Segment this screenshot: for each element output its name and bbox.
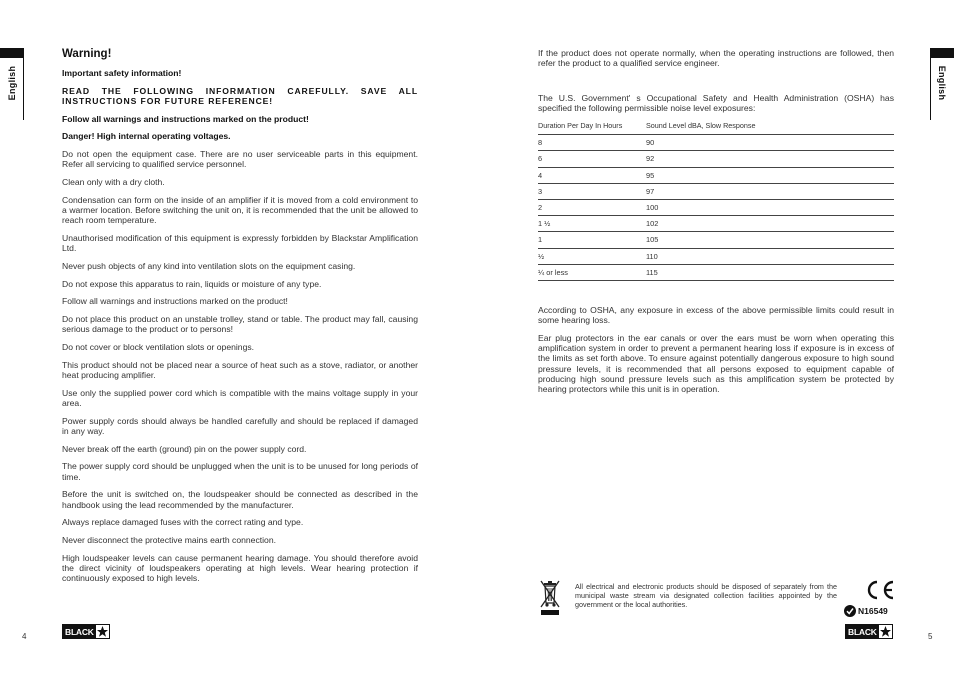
table-cell: 105 (646, 232, 894, 248)
blackstar-logo-left (62, 624, 110, 639)
paragraph: High loudspeaker levels can cause permanent hearing damage. You should therefore avoid the direct vicinity of loudspeakers operating at high levels. Wear hearing protection if continuously exposed to high levels. (62, 552, 418, 584)
blackstar-logo-right (845, 624, 893, 639)
star-icon (879, 625, 892, 638)
table-cell: 97 (646, 183, 894, 199)
certification-number: N16549 (858, 606, 888, 616)
tab-bar (0, 48, 24, 58)
paragraph: The power supply cord should be unplugged when the unit is to be unused for long periods of time. (62, 461, 418, 482)
table-row (538, 199, 894, 215)
table-cell: ½ (538, 248, 646, 264)
table-row (538, 264, 894, 280)
tab-bar (930, 48, 954, 58)
column-header: Duration Per Day In Hours (538, 121, 646, 135)
paragraph: Danger! High internal operating voltages. (62, 131, 231, 142)
table-row (538, 248, 894, 264)
paragraph: READ THE FOLLOWING INFORMATION CAREFULLY. SAVE ALL INSTRUCTIONS FOR FUTURE REFERENCE! (62, 85, 418, 106)
table-cell: 1 ½ (538, 216, 646, 232)
table-cell: 6 (538, 151, 646, 167)
table-cell: 3 (538, 183, 646, 199)
language-label: English (7, 65, 17, 101)
paragraph: The U.S. Government' s Occupational Safety and Health Administration (OSHA) has specified the following permissible noise level exposures: (538, 92, 894, 113)
c-tick-certification (844, 605, 888, 617)
logo-wordmark: BLACK (65, 626, 94, 637)
table-cell: 92 (646, 151, 894, 167)
page-number-left: 4 (22, 632, 27, 641)
weee-crossed-bin-icon (538, 578, 562, 616)
column-header: Sound Level dBA, Slow Response (646, 121, 894, 135)
paragraph: Follow all warnings and instructions marked on the product! (62, 296, 288, 307)
table-row (538, 183, 894, 199)
right-page-content (538, 48, 894, 402)
table-row (538, 151, 894, 167)
paragraph: Before the unit is switched on, the loudspeaker should be connected as described in the handbook using the lead recommended by the manufacturer. (62, 489, 418, 510)
weee-disposal-notice: All electrical and electronic products should be disposed of separately from the municipal waste stream via designated collection facilities appointed by the government or the local authorities. (575, 582, 837, 609)
paragraph: According to OSHA, any exposure in excess of the above permissible limits could result in some hearing loss. (538, 304, 894, 326)
tab-rule (930, 58, 931, 120)
table-row (538, 232, 894, 248)
paragraph: Use only the supplied power cord which is compatible with the mains voltage supply in your area. (62, 387, 418, 408)
table-header-row (538, 121, 894, 135)
paragraph: If the product does not operate normally, when the operating instructions are followed, then refer the product to a qualified service engineer. (538, 48, 894, 69)
paragraph: Follow all warnings and instructions marked on the product! (62, 113, 309, 124)
paragraph: Do not cover or block ventilation slots or openings. (62, 342, 255, 353)
paragraph: Always replace damaged fuses with the correct rating and type. (62, 517, 304, 528)
paragraph: Important safety information! (62, 68, 182, 78)
table-cell: 100 (646, 199, 894, 215)
table-cell: 4 (538, 167, 646, 183)
language-label: English (937, 65, 947, 101)
paragraph: Power supply cords should always be handled carefully and should be replaced if damaged in any way. (62, 415, 418, 436)
paragraph: Do not open the equipment case. There are no user serviceable parts in this equipment. Refer all servicing to qualified service personnel. (62, 149, 418, 170)
paragraph: Clean only with a dry cloth. (62, 177, 165, 188)
language-tab-left (0, 48, 24, 120)
table-cell: 110 (646, 248, 894, 264)
ce-mark-icon (865, 580, 895, 600)
paragraph: Never push objects of any kind into ventilation slots on the equipment casing. (62, 260, 356, 271)
logo-wordmark: BLACK (848, 626, 877, 637)
language-tab-right (930, 48, 954, 120)
paragraph: Do not expose this apparatus to rain, liquids or moisture of any type. (62, 278, 322, 289)
table-cell: 90 (646, 135, 894, 151)
paragraph: Do not place this product on an unstable trolley, stand or table. The product may fall, causing serious damage to the product or to persons! (62, 314, 418, 335)
table-cell: 1 (538, 232, 646, 248)
paragraph: Ear plug protectors in the ear canals or over the ears must be worn when operating this amplification system in order to prevent a permanent hearing loss if exposure is in excess of the limits as set forth above. To ensure against potentially dangerous exposure to high sound pressure levels, it is recommended that all persons exposed to equipment capable of producing high sound pressure levels such as this amplification system be protected by hearing protectors while this unit is in operation. (538, 332, 894, 395)
paragraph: Never break off the earth (ground) pin on the power supply cord. (62, 443, 307, 454)
page-title: Warning! (62, 48, 112, 60)
tab-rule (23, 58, 24, 120)
table-cell: 115 (646, 264, 894, 280)
star-icon (96, 625, 109, 638)
paragraph: This product should not be placed near a source of heat such as a stove, radiator, or another heat producing amplifier. (62, 359, 418, 381)
table-row (538, 135, 894, 151)
table-row (538, 167, 894, 183)
table-cell: 2 (538, 199, 646, 215)
paragraph: Condensation can form on the inside of an amplifier if it is moved from a cold environment to a warmer location. Before switching the unit on, it is recommended that the unit be allowed to reach room temperature. (62, 194, 418, 226)
noise-exposure-table (538, 121, 894, 281)
left-page-content (62, 48, 418, 591)
c-tick-icon (844, 605, 856, 617)
table-cell: 8 (538, 135, 646, 151)
table-cell: 102 (646, 216, 894, 232)
table-cell: ¼ or less (538, 264, 646, 280)
paragraph: Unauthorised modification of this equipment is expressly forbidden by Blackstar Amplification Ltd. (62, 233, 418, 254)
paragraph: Never disconnect the protective mains earth connection. (62, 535, 277, 546)
table-cell: 95 (646, 167, 894, 183)
page-number-right: 5 (928, 632, 933, 641)
table-row (538, 216, 894, 232)
